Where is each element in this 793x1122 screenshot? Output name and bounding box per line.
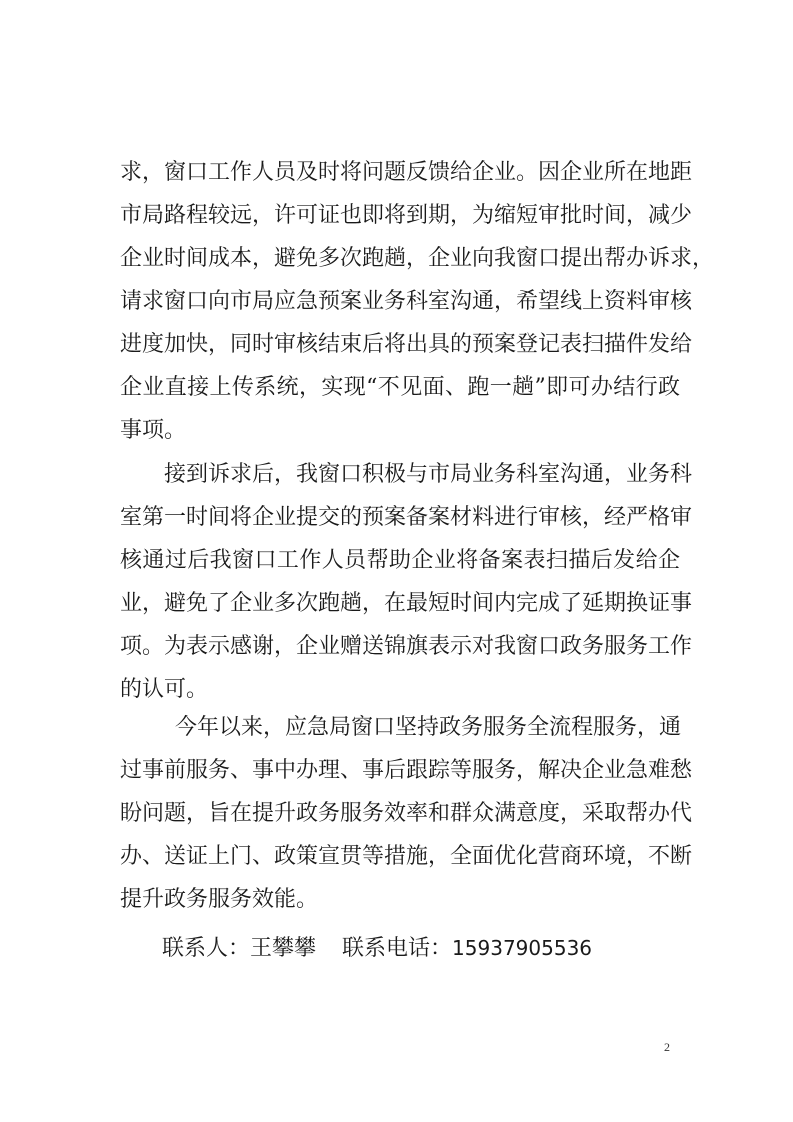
- contact-phone-number: 15937905536: [452, 936, 593, 960]
- text-line: 的认可。: [120, 677, 209, 702]
- text-line: 进度加快，同时审核结束后将出具的预案登记表扫描件发给: [120, 332, 693, 357]
- contact-line: [162, 928, 592, 968]
- text-line: 业，避免了企业多次跑趟，在最短时间内完成了延期换证事: [120, 591, 693, 616]
- text-line: 市局路程较远，许可证也即将到期，为缩短审批时间，减少: [120, 203, 693, 228]
- text-line: 事项。: [120, 418, 187, 443]
- text-line: 今年以来，应急局窗口坚持政务服务全流程服务，通: [175, 715, 682, 740]
- text-line: 接到诉求后，我窗口积极与市局业务科室沟通，业务科: [164, 462, 693, 487]
- text-line: 项。为表示感谢，企业赠送锦旗表示对我窗口政务服务工作: [120, 634, 693, 659]
- text-line: 求，窗口工作人员及时将问题反馈给企业。因企业所在地距: [120, 160, 693, 185]
- text-line: 请求窗口向市局应急预案业务科室沟通，希望线上资料审核: [120, 289, 693, 314]
- contact-person-name: 王攀攀: [250, 936, 317, 961]
- text-line: 企业时间成本，避免多次跑趟，企业向我窗口提出帮办诉求，: [120, 246, 715, 271]
- text-line: 过事前服务、事中办理、事后跟踪等服务，解决企业急难愁: [120, 758, 693, 783]
- text-line: 核通过后我窗口工作人员帮助企业将备案表扫描后发给企: [120, 548, 680, 573]
- contact-phone-label: 联系电话：: [342, 936, 453, 961]
- text-line: 办、送证上门、政策宣贯等措施，全面优化营商环境，不断: [120, 844, 693, 869]
- text-line: 盼问题，旨在提升政务服务效率和群众满意度，采取帮办代: [120, 801, 693, 826]
- page-number: 2: [664, 1040, 670, 1054]
- text-line: 企业直接上传系统，实现“不见面、跑一趟”即可办结行政: [120, 375, 680, 400]
- contact-person-label: 联系人：: [162, 936, 251, 961]
- text-line: 室第一时间将企业提交的预案备案材料进行审核，经严格审: [120, 505, 693, 530]
- text-line: 提升政务服务效能。: [120, 887, 319, 912]
